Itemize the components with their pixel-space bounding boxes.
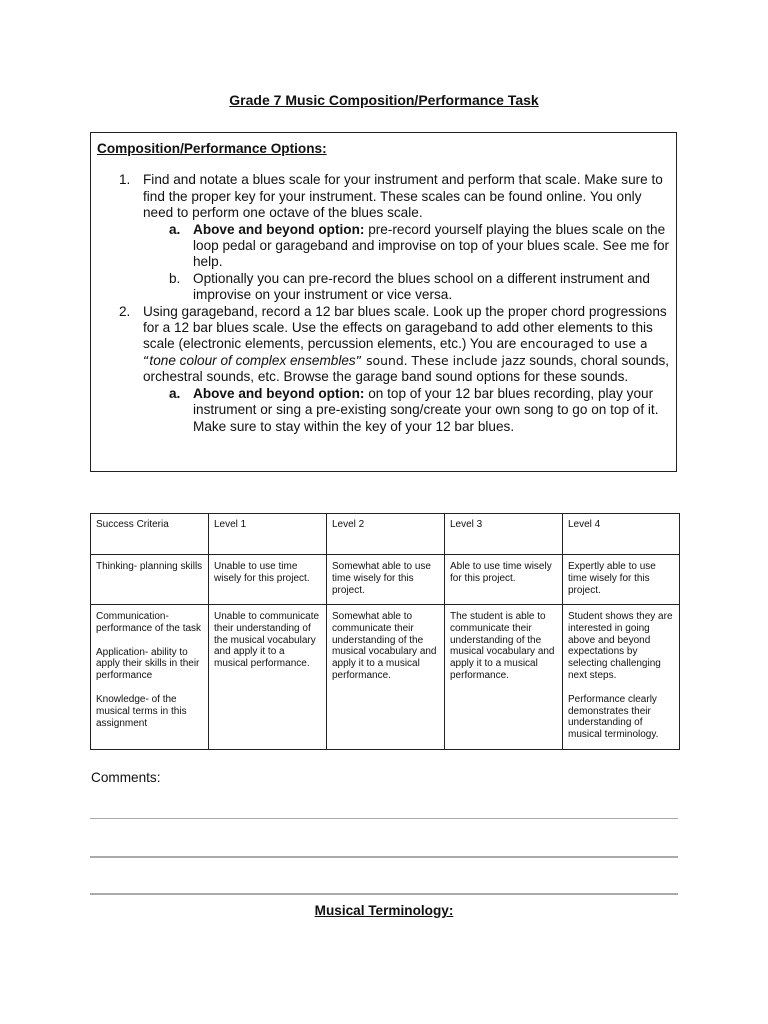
option-1a: [97, 222, 670, 271]
rubric-header-row: [91, 514, 680, 555]
table-cell: [91, 605, 209, 750]
comment-line: [90, 893, 678, 895]
criteria-text: Knowledge- of the musical terms in this assignment: [96, 693, 187, 729]
criteria-text: Application- ability to apply their skills in their performance: [96, 646, 200, 682]
table-cell: Thinking- planning skills: [91, 555, 209, 605]
comments-label: Comments:: [91, 770, 161, 785]
option-item-2: [97, 304, 670, 386]
option-item-1: [97, 172, 670, 221]
item-text-d: sounds, choral sounds, orchestral sounds, etc. Browse the garage band sound options for these sounds.: [143, 352, 670, 385]
table-cell: The student is able to communicate their understanding of the musical vocabulary and apply it to a musical performance.: [445, 605, 563, 750]
table-cell: Expertly able to use time wisely for this project.: [563, 555, 680, 605]
sub-text: pre-record yourself playing the blues scale on the loop pedal or garageband and improvise on top of your blues scale. See me for help.: [193, 221, 670, 270]
header-cell: Level 4: [563, 514, 680, 555]
item-text-c: ” sound. These include jazz: [355, 352, 526, 368]
sub-letter: b.: [169, 270, 181, 286]
item-text-italic: tone colour of complex ensembles: [149, 352, 356, 368]
header-cell: Level 3: [445, 514, 563, 555]
item-number: 2.: [119, 303, 131, 319]
item-text: Find and notate a blues scale for your instrument and perform that scale. Make sure to find the proper key for your instrument. These scales can be found online. You only need to perform one octave of the blues scale.: [143, 172, 663, 221]
options-heading: Composition/Performance Options:: [97, 141, 327, 156]
comment-line: [90, 856, 678, 858]
level4-text: Performance clearly demonstrates their understanding of musical terminology.: [568, 693, 659, 741]
table-cell: Somewhat able to use time wisely for this project.: [327, 555, 445, 605]
item-text-b: encouraged to use a “: [143, 336, 648, 368]
sub-letter: a.: [169, 385, 181, 401]
sub-bold-label: Above and beyond option:: [193, 385, 365, 401]
table-cell: Able to use time wisely for this project.: [445, 555, 563, 605]
criteria-text: Communication- performance of the task: [96, 611, 202, 634]
option-2a: [97, 386, 670, 435]
table-cell: [563, 605, 680, 750]
table-cell: Somewhat able to communicate their understanding of the musical vocabulary and apply it to a musical performance.: [327, 605, 445, 750]
header-cell: Level 2: [327, 514, 445, 555]
page-title: Grade 7 Music Composition/Performance Task: [229, 92, 539, 108]
table-cell: Unable to communicate their understanding of the musical vocabulary and apply it to a musical performance.: [209, 605, 327, 750]
rubric-row-communication: [91, 605, 680, 750]
table-cell: Unable to use time wisely for this project.: [209, 555, 327, 605]
header-cell: Level 1: [209, 514, 327, 555]
rubric-row-thinking: [91, 555, 680, 605]
options-box: [90, 132, 677, 472]
sub-text: Optionally you can pre-record the blues school on a different instrument and improvise on your instrument or vice versa.: [193, 270, 650, 303]
option-1b: [97, 271, 670, 304]
terminology-heading: Musical Terminology:: [314, 903, 454, 918]
level4-text: Student shows they are interested in going above and beyond expectations by selecting challenging next steps.: [568, 611, 673, 681]
sub-letter: a.: [169, 221, 181, 237]
sub-bold-label: Above and beyond option:: [193, 221, 365, 237]
sub-text: on top of your 12 bar blues recording, play your instrument or sing a pre-existing song/create your own song to go on top of it. Make sure to stay within the key of your 12 bar blues.: [193, 385, 659, 434]
comment-line: [90, 818, 678, 819]
rubric-table: [90, 513, 680, 750]
item-text-a: Using garageband, record a 12 bar blues scale. Look up the proper chord progressions for a 12 bar blues scale. Use the effects on garageband to add other elements to this scale (electronic elements, percussion elements, etc.) You are: [143, 303, 667, 352]
header-cell: Success Criteria: [91, 514, 209, 555]
item-number: 1.: [119, 172, 131, 188]
